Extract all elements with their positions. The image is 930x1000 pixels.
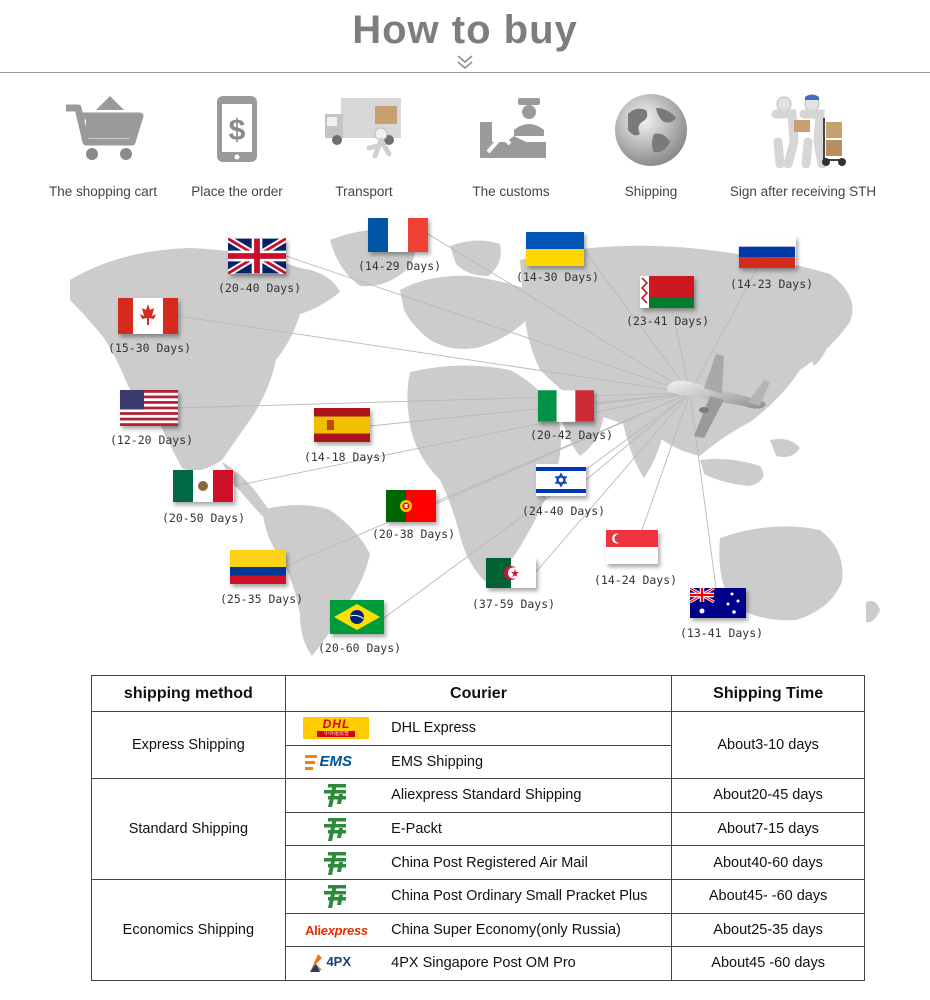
days-label: (13-41 Days) (680, 626, 764, 640)
step-label: Place the order (191, 184, 283, 199)
step-label: Transport (335, 184, 393, 199)
world-shipping-map (0, 210, 930, 670)
portugal-flag-icon (386, 490, 436, 522)
destination-portugal (386, 490, 436, 522)
airplane-icon (664, 350, 774, 442)
method-economics-shipping: Economics Shipping (92, 879, 286, 980)
usa-flag-icon (120, 390, 178, 426)
globe-icon (606, 92, 696, 168)
time-express-shipping: About3-10 days (672, 712, 865, 779)
4px-logo-icon (306, 951, 366, 975)
shipping-time: About20-45 days (672, 779, 865, 813)
step-shopping-cart (28, 92, 178, 199)
destination-belarus (640, 276, 694, 308)
shipping-time: About40-60 days (672, 846, 865, 880)
header-shipping-method: shipping method (92, 676, 286, 712)
shipping-methods-table (91, 675, 865, 981)
courier-name: EMS Shipping (387, 745, 672, 779)
courier-name: 4PX Singapore Post OM Pro (387, 947, 672, 981)
shipping-time: About45 -60 days (672, 947, 865, 981)
days-label: (14-18 Days) (304, 450, 388, 464)
step-customs (436, 92, 586, 199)
ems-logo-text: EMS (319, 752, 352, 770)
days-label: (25-35 Days) (220, 592, 304, 606)
destination-mexico (172, 470, 234, 502)
days-label: (15-30 Days) (108, 341, 192, 355)
courier-logo-cell (285, 812, 387, 846)
destination-uk (228, 238, 286, 274)
shipping-time: About25-35 days (672, 913, 865, 947)
russia-flag-icon (738, 236, 796, 268)
courier-name: China Super Economy(only Russia) (387, 913, 672, 947)
table-row (92, 879, 865, 913)
4px-logo-text: 4PX (326, 954, 352, 970)
destination-singapore (606, 530, 658, 564)
shipping-time: About45- -60 days (672, 879, 865, 913)
courier-name: China Post Registered Air Mail (387, 846, 672, 880)
destination-brazil (330, 600, 384, 634)
destination-russia (738, 236, 796, 268)
days-label: (14-29 Days) (358, 259, 442, 273)
destination-australia (690, 588, 746, 618)
days-label: (20-38 Days) (372, 527, 456, 541)
china-post-logo-icon (322, 782, 350, 808)
customs-officer-icon (466, 92, 556, 168)
israel-flag-icon (536, 464, 586, 496)
ems-logo-icon (305, 752, 367, 772)
courier-logo-cell (285, 712, 387, 746)
days-label: (20-50 Days) (162, 511, 246, 525)
courier-logo-cell (285, 745, 387, 779)
delivery-handshake-icon (758, 92, 848, 168)
4px-mark-icon (308, 952, 324, 974)
china-post-logo-icon (322, 816, 350, 842)
svg-text:$: $ (228, 114, 246, 147)
courier-logo-cell (285, 947, 387, 981)
courier-logo-cell (285, 846, 387, 880)
step-label: Sign after receiving STH (729, 184, 877, 199)
uk-flag-icon (228, 238, 286, 274)
method-standard-shipping: Standard Shipping (92, 779, 286, 880)
header-divider (0, 72, 930, 73)
phone-dollar-icon (192, 92, 282, 168)
algeria-flag-icon (486, 558, 536, 588)
courier-name: Aliexpress Standard Shipping (387, 779, 672, 813)
double-chevron-down-icon (455, 54, 475, 70)
dhl-logo-text: DHL (322, 717, 351, 732)
days-label: (14-24 Days) (594, 573, 678, 587)
step-transport (289, 92, 439, 199)
step-label: The customs (472, 184, 550, 199)
china-post-logo-icon (322, 850, 350, 876)
days-label: (20-60 Days) (318, 641, 402, 655)
destination-algeria (486, 558, 536, 588)
belarus-flag-icon (640, 276, 694, 308)
courier-name: DHL Express (387, 712, 672, 746)
aliexpress-logo-text-b: express (320, 922, 368, 938)
brazil-flag-icon (330, 600, 384, 634)
destination-spain (314, 408, 370, 442)
step-shipping (576, 92, 726, 199)
table-row (92, 779, 865, 813)
italy-flag-icon (538, 390, 594, 422)
days-label: (20-40 Days) (218, 281, 302, 295)
dhl-logo-icon (303, 717, 369, 739)
australia-flag-icon (690, 588, 746, 618)
destination-ukraine (526, 232, 584, 266)
table-row (92, 712, 865, 746)
aliexpress-logo-text-a: Ali (305, 922, 321, 938)
destination-usa (120, 390, 178, 426)
days-label: (24-40 Days) (522, 504, 606, 518)
aliexpress-logo-icon (305, 923, 368, 938)
page-title: How to buy (352, 8, 578, 52)
china-post-logo-icon (322, 883, 350, 909)
destination-canada (118, 298, 178, 334)
table-header-row (92, 676, 865, 712)
courier-logo-cell (285, 913, 387, 947)
destination-israel (536, 464, 586, 496)
courier-logo-cell (285, 779, 387, 813)
header-shipping-time: Shipping Time (672, 676, 865, 712)
colombia-flag-icon (230, 550, 286, 584)
dhl-logo-subtext: 中外運敦豊 (317, 731, 355, 737)
days-label: (14-30 Days) (516, 270, 600, 284)
method-express-shipping: Express Shipping (92, 712, 286, 779)
courier-logo-cell (285, 879, 387, 913)
days-label: (12-20 Days) (110, 433, 194, 447)
destination-france (368, 218, 428, 252)
courier-name: E-Packt (387, 812, 672, 846)
days-label: (20-42 Days) (530, 428, 614, 442)
singapore-flag-icon (606, 530, 658, 564)
canada-flag-icon (118, 298, 178, 334)
france-flag-icon (368, 218, 428, 252)
destination-italy (538, 390, 594, 422)
mexico-flag-icon (172, 470, 234, 502)
days-label: (23-41 Days) (626, 314, 710, 328)
destination-colombia (230, 550, 286, 584)
step-label: Shipping (624, 184, 678, 199)
shipping-time: About7-15 days (672, 812, 865, 846)
shopping-cart-icon (58, 92, 148, 168)
ukraine-flag-icon (526, 232, 584, 266)
delivery-truck-icon (319, 92, 409, 168)
header-courier: Courier (285, 676, 672, 712)
step-sign-after-receiving (728, 92, 878, 199)
courier-name: China Post Ordinary Small Pracket Plus (387, 879, 672, 913)
step-label: The shopping cart (48, 184, 158, 199)
days-label: (37-59 Days) (472, 597, 556, 611)
spain-flag-icon (314, 408, 370, 442)
days-label: (14-23 Days) (730, 277, 814, 291)
